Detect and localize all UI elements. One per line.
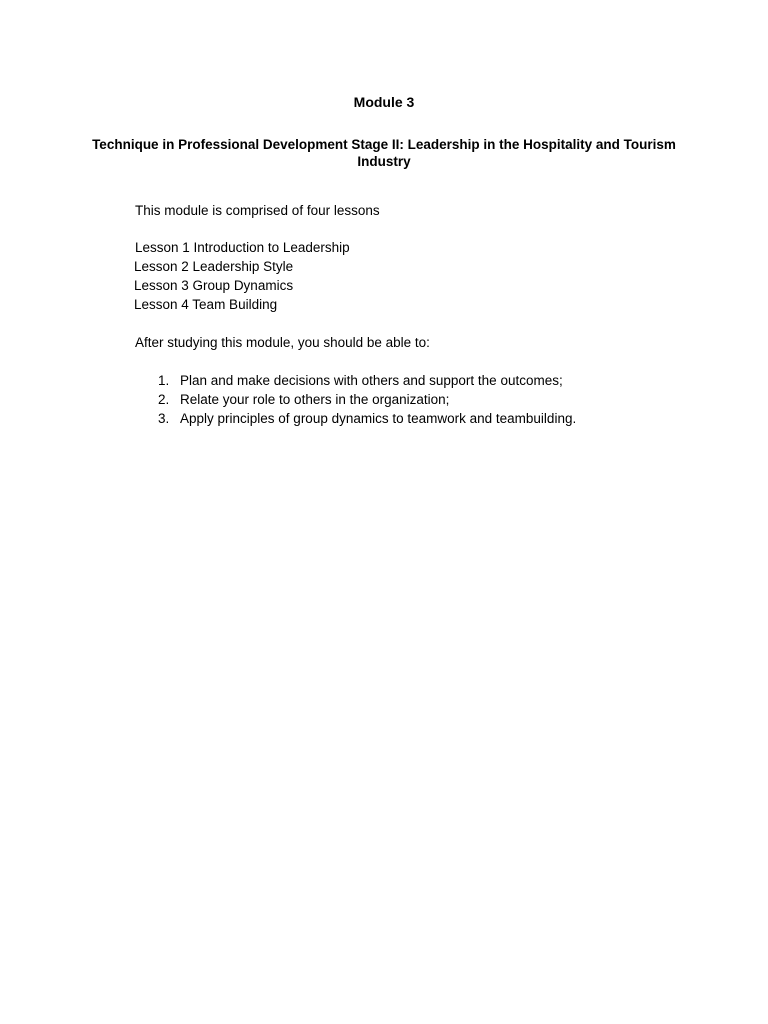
lesson-item: Lesson 3 Group Dynamics xyxy=(134,278,294,293)
objectives-intro: After studying this module, you should be able to: xyxy=(135,335,430,350)
lesson-item: Lesson 2 Leadership Style xyxy=(134,259,294,274)
module-title: Module 3 xyxy=(353,94,415,110)
objectives-list xyxy=(158,371,576,428)
intro-text: This module is comprised of four lessons xyxy=(135,203,380,218)
objective-item xyxy=(158,371,576,390)
objective-text: Relate your role to others in the organization; xyxy=(180,392,450,407)
lesson-list xyxy=(134,238,350,314)
objective-item xyxy=(158,409,576,428)
objective-text: Plan and make decisions with others and support the outcomes; xyxy=(180,373,563,388)
objective-number: 3. xyxy=(158,411,170,426)
lesson-item: Lesson 4 Team Building xyxy=(134,297,278,312)
document-title: Technique in Professional Development Stage II: Leadership in the Hospitality and Tourism Industry xyxy=(92,137,676,169)
objective-item xyxy=(158,390,576,409)
objective-number: 2. xyxy=(158,392,170,407)
objective-text: Apply principles of group dynamics to teamwork and teambuilding. xyxy=(180,411,577,426)
objective-number: 1. xyxy=(158,373,170,388)
lesson-item: Lesson 1 Introduction to Leadership xyxy=(135,240,350,255)
